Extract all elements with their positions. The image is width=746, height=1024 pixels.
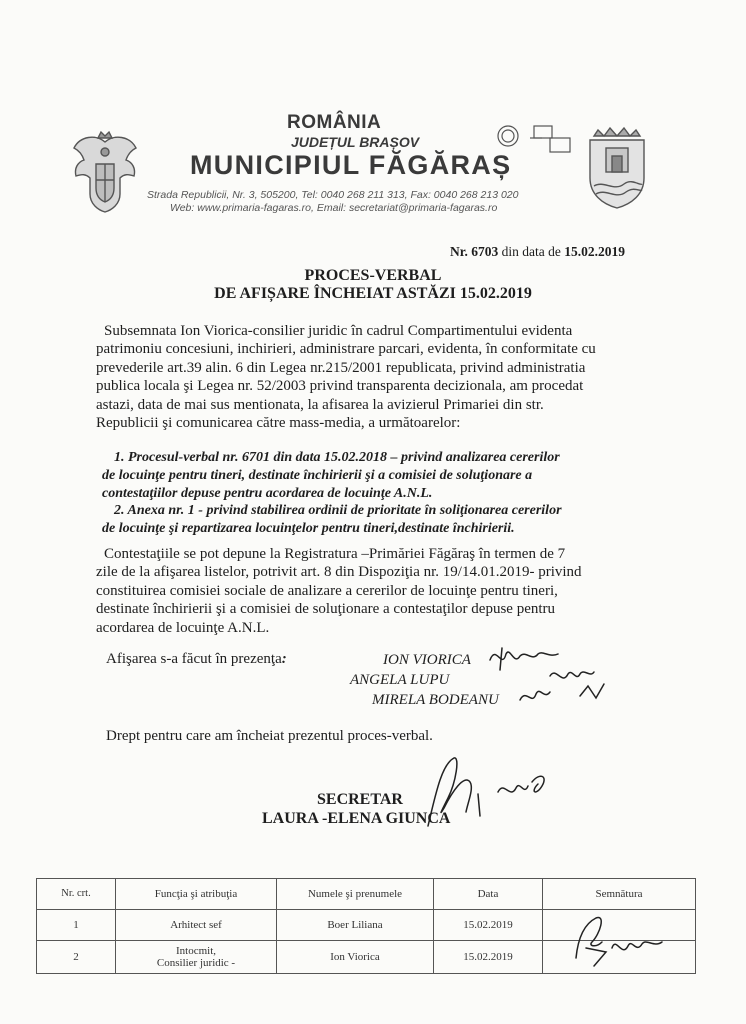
row-function-line: Intocmit, xyxy=(175,945,217,957)
row-function: Arhitect sef xyxy=(116,910,277,941)
row-name: Ion Viorica xyxy=(277,941,434,974)
header-nr xyxy=(37,879,116,910)
contestation-line: destinate închirierii şi a comisiei de soluţionare a contestaţilor depuse pentru xyxy=(96,601,556,618)
table-row xyxy=(37,910,696,941)
row-function xyxy=(116,941,277,974)
secretary-name: LAURA -ELENA GIUNCA xyxy=(262,810,451,827)
contestation-line: Contestaţiile se pot depune la Registratura –Primăriei Făgăraş în termen de 7 xyxy=(104,546,566,562)
row-function-line: Consilier juridic - xyxy=(156,957,236,969)
row-nr: 2 xyxy=(37,941,116,974)
document-title-line1: PROCES-VERBAL xyxy=(304,267,442,284)
witness-name: ANGELA LUPU xyxy=(350,672,450,688)
header-county: JUDEȚUL BRAȘOV xyxy=(291,134,420,150)
witness-name: MIRELA BODEANU xyxy=(372,692,499,708)
header-country: ROMÂNIA xyxy=(287,112,382,133)
closing-statement: Drept pentru care am încheiat prezentul proces-verbal. xyxy=(106,728,433,744)
romania-coat-of-arms-icon xyxy=(68,128,142,214)
header-name: Numele şi prenumele xyxy=(277,879,434,910)
secretary-title: SECRETAR xyxy=(317,791,403,808)
row-signature xyxy=(543,910,696,941)
document-number xyxy=(450,244,625,260)
document-date-text: din data de xyxy=(501,244,561,259)
header-function: Funcţia şi atribuţia xyxy=(116,879,277,910)
header-municipality: MUNICIPIUL FĂGĂRAȘ xyxy=(190,150,512,180)
row-date: 15.02.2019 xyxy=(434,910,543,941)
document-date: 15.02.2019 xyxy=(564,244,625,259)
document-number-label: Nr. 6703 xyxy=(450,244,499,259)
row-signature xyxy=(543,941,696,974)
contestation-line: acordarea de locuinţe A.N.L. xyxy=(96,619,270,636)
header-contact-web: Web: www.primaria-fagaras.ro, Email: secretariat@primaria-fagaras.ro xyxy=(170,202,498,214)
table-header-row xyxy=(37,879,696,910)
witness-name: ION VIORICA xyxy=(383,652,471,668)
row-date: 15.02.2019 xyxy=(434,941,543,974)
presence-label: Afişarea s-a făcut în prezenţa xyxy=(106,651,282,667)
contestation-paragraph xyxy=(96,545,676,637)
document-title-line2: DE AFIȘARE ÎNCHEIAT ASTĂZI 15.02.2019 xyxy=(214,285,532,302)
header-address: Strada Republicii, Nr. 3, 505200, Tel: 0040 268 211 313, Fax: 0040 268 213 020 xyxy=(147,189,519,201)
list-item: 1. Procesul-verbal nr. 6701 din data 15.02.2018 – privind analizarea cererilor xyxy=(114,450,560,465)
row-nr: 1 xyxy=(37,910,116,941)
witness-names xyxy=(350,650,499,710)
fagaras-coat-of-arms-icon xyxy=(584,126,650,210)
contestation-line: constituirea comisiei sociale de analizare a cererilor de locuinţe pentru tineri, xyxy=(96,582,558,599)
intro-line: Republicii şi comunicarea către mass-media, a următoarelor: xyxy=(96,415,461,432)
list-item: de locuinţe pentru tineri, destinate închirierii şi a comisiei de soluţionare a xyxy=(102,467,533,483)
presence-colon: : xyxy=(281,651,287,667)
contestation-line: zile de la afişarea listelor, potrivit art. 8 din Dispoziţia nr. 19/14.01.2019- privind xyxy=(96,564,582,581)
intro-line: patrimoniu concesiuni, inchirieri, administrare parcari, evidenta, în conformitate cu xyxy=(96,341,596,358)
list-item: contestaţiilor depuse pentru acordarea de locuinţe A.N.L. xyxy=(102,485,433,501)
signatures-table xyxy=(36,878,696,974)
presence-statement xyxy=(106,651,287,668)
intro-paragraph xyxy=(96,322,676,432)
table-row xyxy=(37,941,696,974)
intro-line: prevederile art.39 alin. 6 din Legea nr.215/2001 republicata, privind administratia xyxy=(96,359,586,376)
row-name: Boer Liliana xyxy=(277,910,434,941)
documents-list xyxy=(102,449,678,538)
list-item: de locuinţe şi repartizarea locuinţelor pentru tineri,destinate închirierii. xyxy=(102,521,515,537)
intro-line: astazi, data de mai sus mentionata, la afisarea la avizierul Primariei din str. xyxy=(96,396,544,413)
header-date: Data xyxy=(434,879,543,910)
header-signature: Semnătura xyxy=(543,879,696,910)
intro-line: Subsemnata Ion Viorica-consilier juridic în cadrul Compartimentului evidenta xyxy=(104,323,573,339)
certification-logo-icon xyxy=(494,124,576,160)
header-nr-label: Nr. crt. xyxy=(61,888,91,899)
list-item: 2. Anexa nr. 1 - privind stabilirea ordinii de prioritate în soliţionarea cererilor xyxy=(114,503,562,519)
witness-signatures-icon xyxy=(480,640,620,710)
intro-line: publica locala şi Legea nr. 52/2003 privind transparenta decizionala, am procedat xyxy=(96,378,584,395)
